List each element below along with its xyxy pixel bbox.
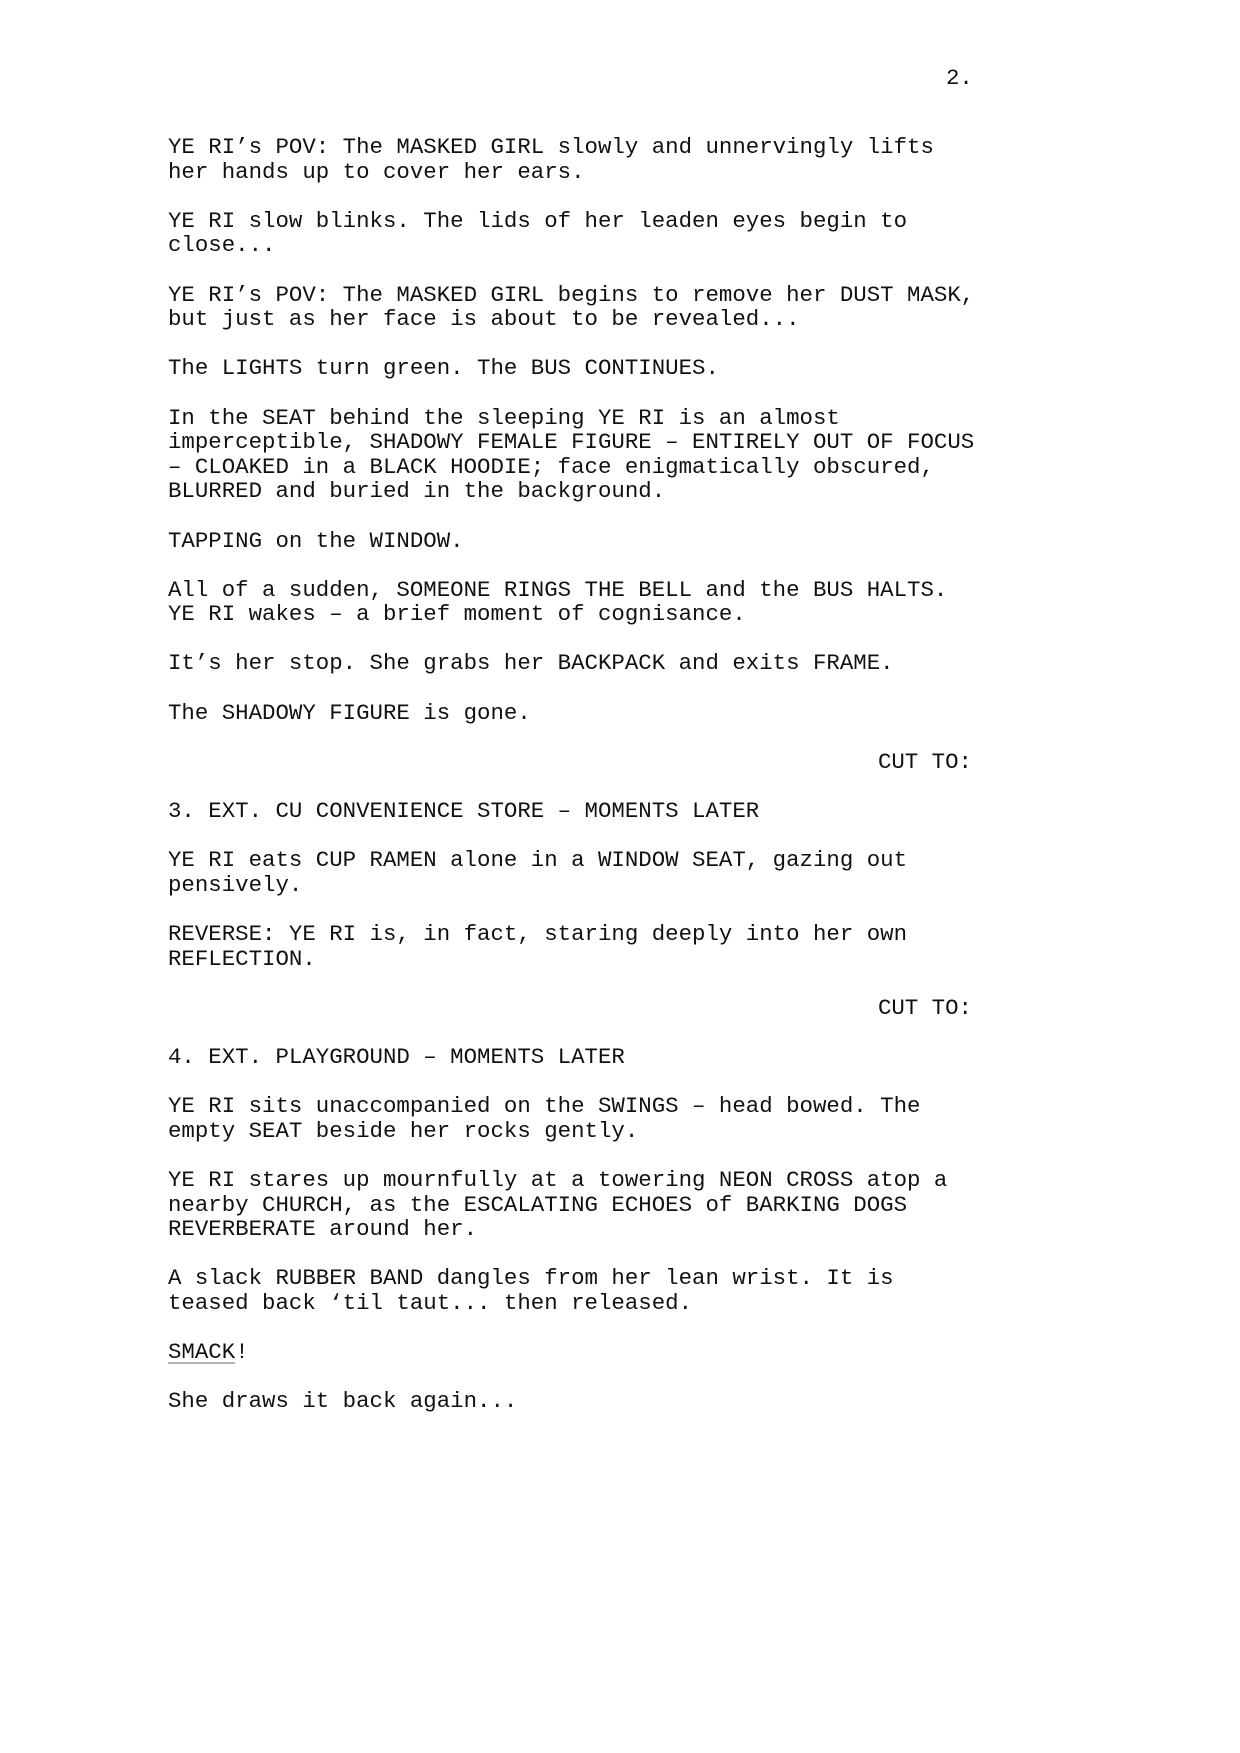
action-line: close... xyxy=(168,232,276,259)
scene-heading-text: 4. EXT. PLAYGROUND – MOMENTS LATER xyxy=(168,1043,625,1070)
action-line: YE RI slow blinks. The lids of her leaden eyes begin to xyxy=(168,207,908,234)
action-paragraph xyxy=(168,283,978,332)
action-paragraph xyxy=(168,356,978,381)
action-line: empty SEAT beside her rocks gently. xyxy=(168,1117,639,1144)
action-line: TAPPING on the WINDOW. xyxy=(168,527,464,554)
action-line: YE RI stares up mournfully at a towering NEON CROSS atop a xyxy=(168,1166,948,1193)
action-paragraph xyxy=(168,529,978,554)
sound-effect xyxy=(168,1340,978,1365)
action-line: nearby CHURCH, as the ESCALATING ECHOES of BARKING DOGS xyxy=(168,1191,908,1218)
sound-effect-punctuation: ! xyxy=(235,1339,249,1366)
action-line: her hands up to cover her ears. xyxy=(168,158,585,185)
action-line: imperceptible, SHADOWY FEMALE FIGURE – ENTIRELY OUT OF FOCUS xyxy=(168,429,975,456)
action-paragraph xyxy=(168,135,978,184)
scene-heading-text: 3. EXT. CU CONVENIENCE STORE – MOMENTS LATER xyxy=(168,798,760,825)
action-line: REVERSE: YE RI is, in fact, staring deeply into her own xyxy=(168,921,908,947)
transition-text: CUT TO: xyxy=(877,748,972,775)
action-paragraph xyxy=(168,209,978,258)
action-line: but just as her face is about to be revealed... xyxy=(168,306,800,333)
action-line: The SHADOWY FIGURE is gone. xyxy=(168,699,531,726)
action-line: teased back ‘til taut... then released. xyxy=(168,1289,693,1316)
action-line: She draws it back again... xyxy=(168,1388,518,1415)
action-line: A slack RUBBER BAND dangles from her lean wrist. It is xyxy=(168,1265,894,1292)
action-paragraph xyxy=(168,1266,978,1315)
action-line: YE RI sits unaccompanied on the SWINGS – head bowed. The xyxy=(168,1093,921,1120)
action-line: The LIGHTS turn green. The BUS CONTINUES. xyxy=(168,355,719,382)
transition-cut-to xyxy=(168,750,978,775)
transition-text: CUT TO: xyxy=(877,994,972,1021)
scene-heading xyxy=(168,799,978,824)
screenplay-body xyxy=(168,135,978,1438)
action-paragraph xyxy=(168,922,978,971)
sound-effect-word: SMACK xyxy=(168,1339,236,1366)
action-line: YE RI’s POV: The MASKED GIRL slowly and unnervingly lifts xyxy=(168,134,934,160)
transition-cut-to xyxy=(168,996,978,1021)
action-line: YE RI eats CUP RAMEN alone in a WINDOW SEAT, gazing out xyxy=(168,847,908,874)
action-line: YE RI’s POV: The MASKED GIRL begins to remove her DUST MASK, xyxy=(168,281,975,308)
action-paragraph xyxy=(168,848,978,897)
action-line: BLURRED and buried in the background. xyxy=(168,478,666,505)
scene-heading xyxy=(168,1045,978,1070)
action-paragraph xyxy=(168,651,978,676)
page-number: 2. xyxy=(946,65,973,91)
action-line: In the SEAT behind the sleeping YE RI is an almost xyxy=(168,404,840,431)
action-line: REFLECTION. xyxy=(168,945,316,972)
action-paragraph xyxy=(168,406,978,504)
action-paragraph xyxy=(168,1094,978,1143)
action-paragraph xyxy=(168,701,978,726)
action-line: YE RI wakes – a brief moment of cognisance. xyxy=(168,601,746,628)
action-line: – CLOAKED in a BLACK HOODIE; face enigmatically obscured, xyxy=(168,453,934,480)
action-line: pensively. xyxy=(168,871,303,898)
action-line: It’s her stop. She grabs her BACKPACK and exits FRAME. xyxy=(168,650,894,677)
action-paragraph xyxy=(168,578,978,627)
action-line: REVERBERATE around her. xyxy=(168,1216,478,1243)
action-paragraph xyxy=(168,1389,978,1414)
action-paragraph xyxy=(168,1168,978,1242)
action-line: All of a sudden, SOMEONE RINGS THE BELL and the BUS HALTS. xyxy=(168,576,948,603)
